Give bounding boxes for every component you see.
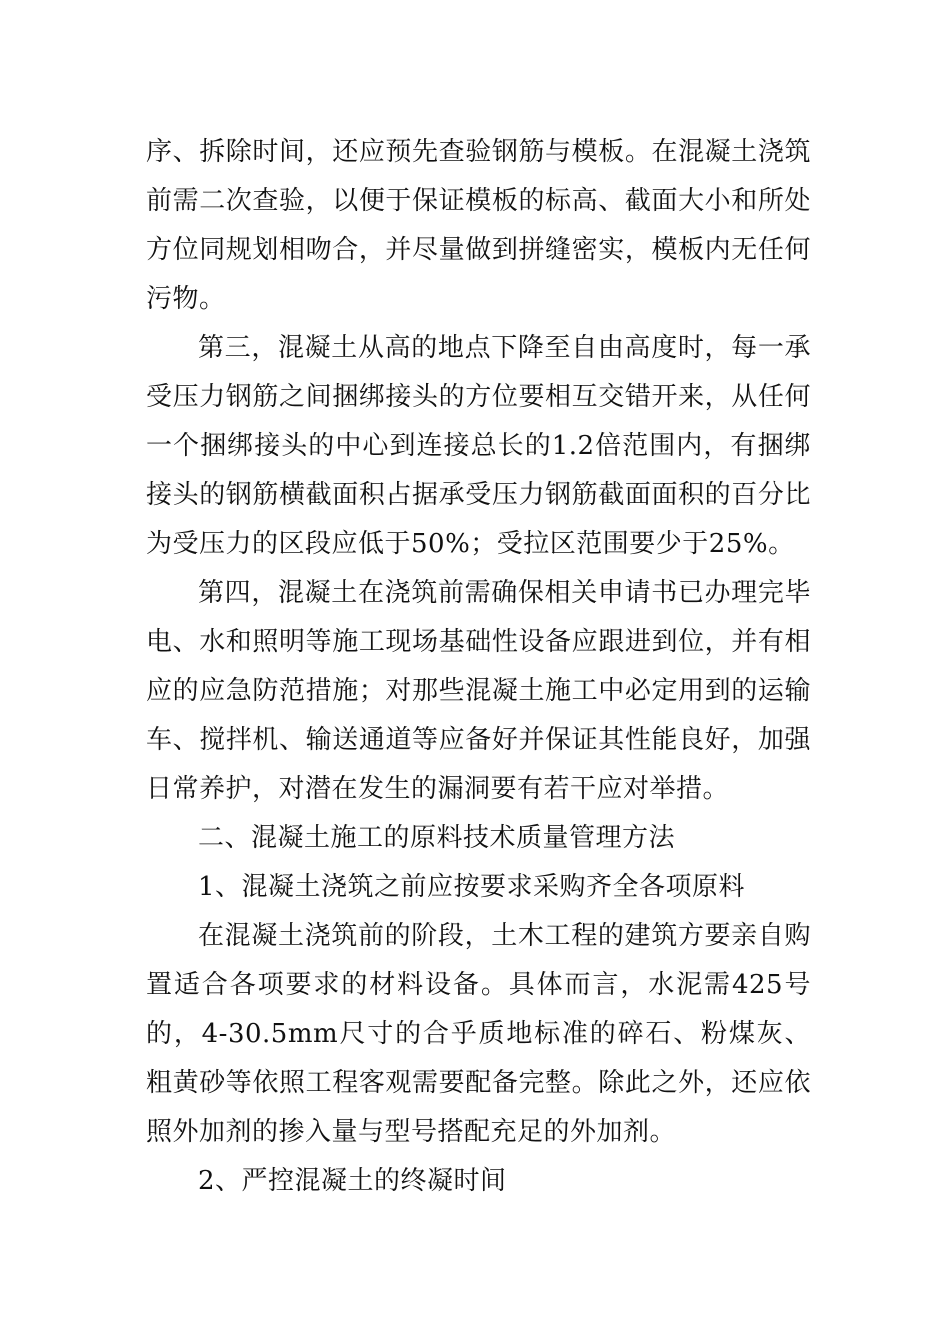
paragraph-fourth-point: 第四，混凝土在浇筑前需确保相关申请书已办理完毕电、水和照明等施工现场基础性设备应跟进到位，并有相应的应急防范措施；对那些混凝土施工中必定用到的运输车、搅拌机、输送通道等应备好并保证其性能良好，加强日常养护，对潜在发生的漏洞要有若干应对举措。 (146, 578, 811, 804)
subheading-setting-time: 2、严控混凝土的终凝时间 (198, 1166, 507, 1196)
subheading-procurement: 1、混凝土浇筑之前应按要求采购齐全各项原料 (198, 872, 746, 902)
paragraph-third-point: 第三，混凝土从高的地点下降至自由高度时，每一承受压力钢筋之间捆绑接头的方位要相互交错开来，从任何一个捆绑接头的中心到连接总长的1.2倍范围内，有捆绑接头的钢筋横截面积占据承受压力钢筋截面面积的百分比为受压力的区段应低于50%；受拉区范围要少于25%。 (146, 333, 811, 559)
paragraph-formwork-check: 序、拆除时间，还应预先查验钢筋与模板。在混凝土浇筑前需二次查验，以便于保证模板的标高、截面大小和所处方位同规划相吻合，并尽量做到拼缝密实，模板内无任何污物。 (146, 137, 811, 314)
paragraph-procurement: 在混凝土浇筑前的阶段，土木工程的建筑方要亲自购置适合各项要求的材料设备。具体而言，水泥需425号的，4-30.5mm尺寸的合乎质地标准的碎石、粉煤灰、粗黄砂等依照工程客观需要配备完整。除此之外，还应依照外加剂的掺入量与型号搭配充足的外加剂。 (146, 921, 811, 1147)
section-heading-materials: 二、混凝土施工的原料技术质量管理方法 (198, 823, 676, 853)
document-body (146, 128, 811, 1206)
